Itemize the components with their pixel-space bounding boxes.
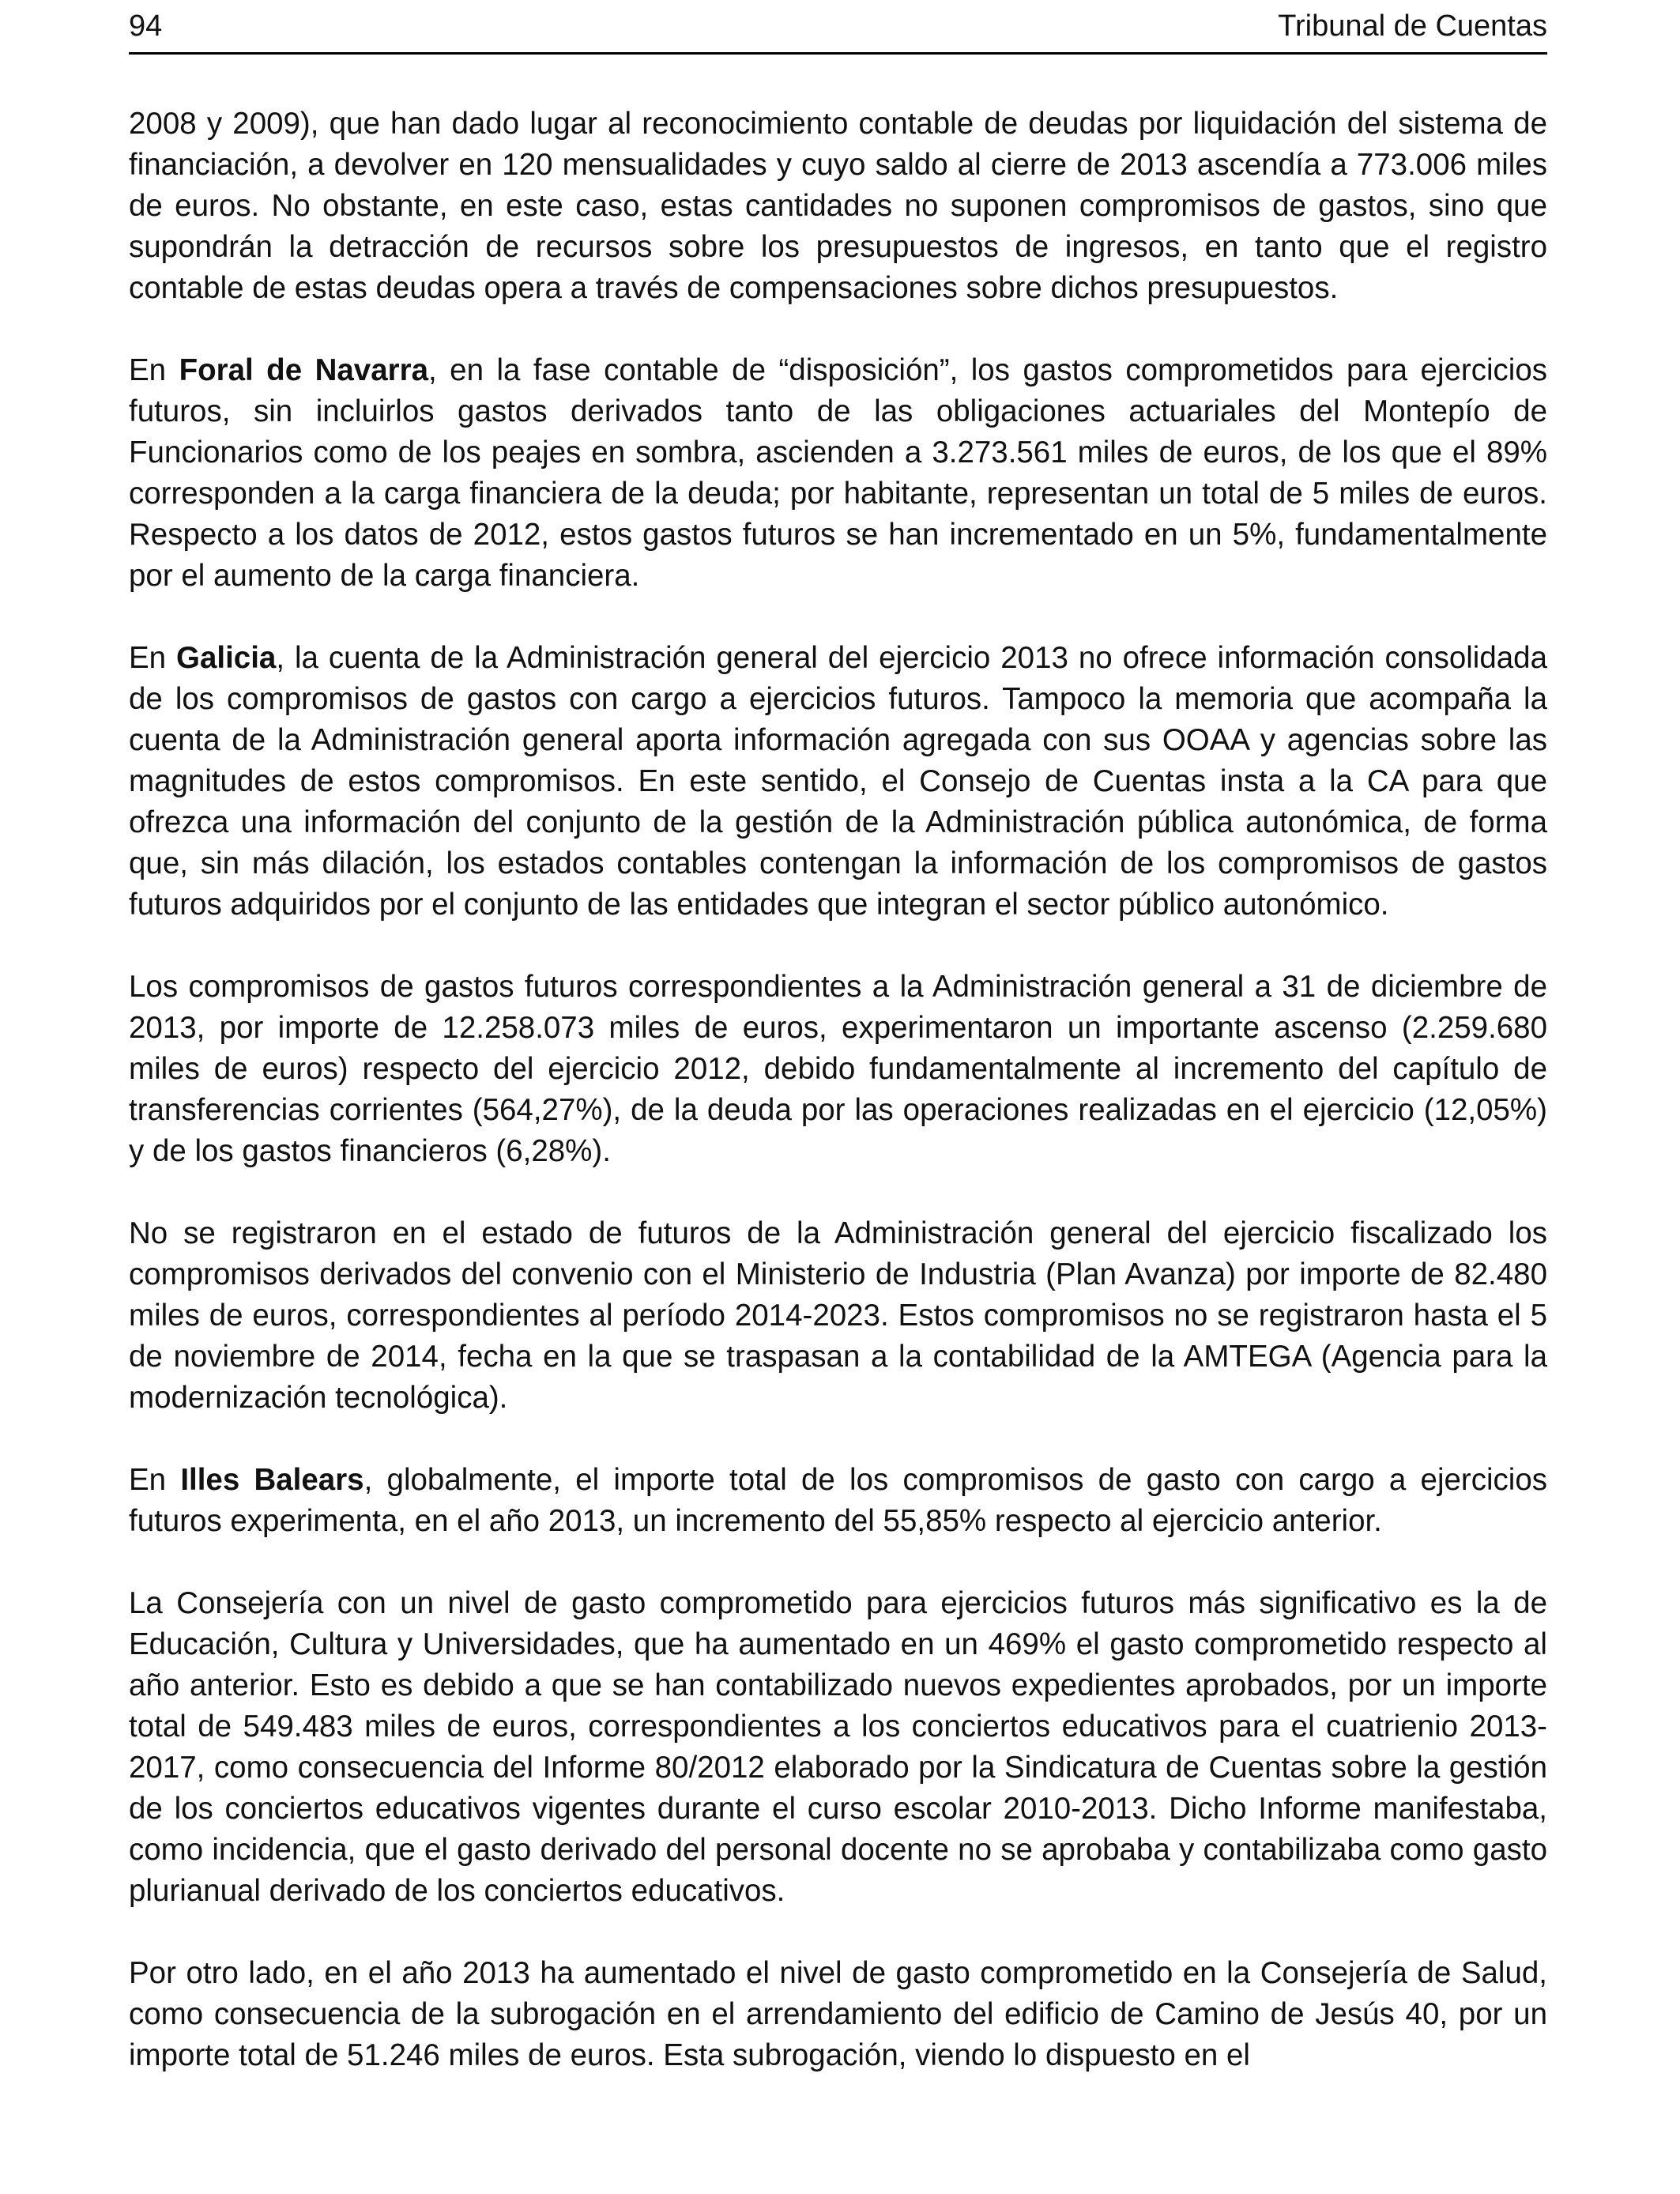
region-name-navarra: Foral de Navarra [179, 353, 428, 387]
paragraph-2: En Foral de Navarra, en la fase contable de “disposición”, los gastos comprometidos para ejercicios futuros, sin incluirlos gastos derivados tanto de las obligaciones actuariales del Montepío de Funcionarios como de los peajes en sombra, ascienden a 3.273.561 miles de euros, de los que el 89% corresponden a la carga financiera de la deuda; por habitante, representan un total de 5 miles de euros. Respecto a los datos de 2012, estos gastos futuros se han incrementado en un 5%, fundamentalmente por el aumento de la carga financiera. [129, 353, 1547, 593]
region-name-galicia: Galicia [176, 641, 277, 675]
page-header [129, 8, 1547, 55]
paragraph-1: 2008 y 2009), que han dado lugar al reconocimiento contable de deudas por liquidación del sistema de financiación, a devolver en 120 mensualidades y cuyo saldo al cierre de 2013 ascendía a 773.006 miles de euros. No obstante, en este caso, estas cantidades no suponen compromisos de gastos, sino que supondrán la detracción de recursos sobre los presupuestos de ingresos, en tanto que el registro contable de estas deudas opera a través de compensaciones sobre dichos presupuestos. [129, 107, 1547, 305]
running-title: Tribunal de Cuentas [1278, 9, 1547, 43]
document-page [129, 0, 1547, 2117]
paragraph-8: Por otro lado, en el año 2013 ha aumentado el nivel de gasto comprometido en la Consejería de Salud, como consecuencia de la subrogación en el arrendamiento del edificio de Camino de Jesús 40, por un importe total de 51.246 miles de euros. Esta subrogación, viendo lo dispuesto en el [129, 1956, 1547, 2072]
region-name-illes-balears: Illes Balears [180, 1463, 364, 1497]
paragraph-4: Los compromisos de gastos futuros correspondientes a la Administración general a 31 de diciembre de 2013, por importe de 12.258.073 miles de euros, experimentaron un importante ascenso (2.259.680 miles de euros) respecto del ejercicio 2012, debido fundamentalmente al incremento del capítulo de transferencias corrientes (564,27%), de la deuda por las operaciones realizadas en el ejercicio (12,05%) y de los gastos financieros (6,28%). [129, 970, 1547, 1168]
paragraph-7: La Consejería con un nivel de gasto comprometido para ejercicios futuros más significativo es la de Educación, Cultura y Universidades, que ha aumentado en un 469% el gasto comprometido respecto al año anterior. Esto es debido a que se han contabilizado nuevos expedientes aprobados, por un importe total de 549.483 miles de euros, correspondientes a los conciertos educativos para el cuatrienio 2013-2017, como consecuencia del Informe 80/2012 elaborado por la Sindicatura de Cuentas sobre la gestión de los conciertos educativos vigentes durante el curso escolar 2010-2013. Dicho Informe manifestaba, como incidencia, que el gasto derivado del personal docente no se aprobaba y contabilizaba como gasto plurianual derivado de los conciertos educativos. [129, 1586, 1547, 1908]
paragraph-6: En Illes Balears, globalmente, el importe total de los compromisos de gasto con cargo a ejercicios futuros experimenta, en el año 2013, un incremento del 55,85% respecto al ejercicio anterior. [129, 1463, 1547, 1538]
page-number: 94 [129, 9, 163, 43]
document-body [129, 55, 1547, 2076]
paragraph-3: En Galicia, la cuenta de la Administración general del ejercicio 2013 no ofrece información consolidada de los compromisos de gastos con cargo a ejercicios futuros. Tampoco la memoria que acompaña la cuenta de la Administración general aporta información agregada con sus OOAA y agencias sobre las magnitudes de estos compromisos. En este sentido, el Consejo de Cuentas insta a la CA para que ofrezca una información del conjunto de la gestión de la Administración pública autonómica, de forma que, sin más dilación, los estados contables contengan la información de los compromisos de gastos futuros adquiridos por el conjunto de las entidades que integran el sector público autonómico. [129, 641, 1547, 922]
paragraph-5: No se registraron en el estado de futuros de la Administración general del ejercicio fiscalizado los compromisos derivados del convenio con el Ministerio de Industria (Plan Avanza) por importe de 82.480 miles de euros, correspondientes al período 2014-2023. Estos compromisos no se registraron hasta el 5 de noviembre de 2014, fecha en la que se traspasan a la contabilidad de la AMTEGA (Agencia para la modernización tecnológica). [129, 1216, 1547, 1415]
